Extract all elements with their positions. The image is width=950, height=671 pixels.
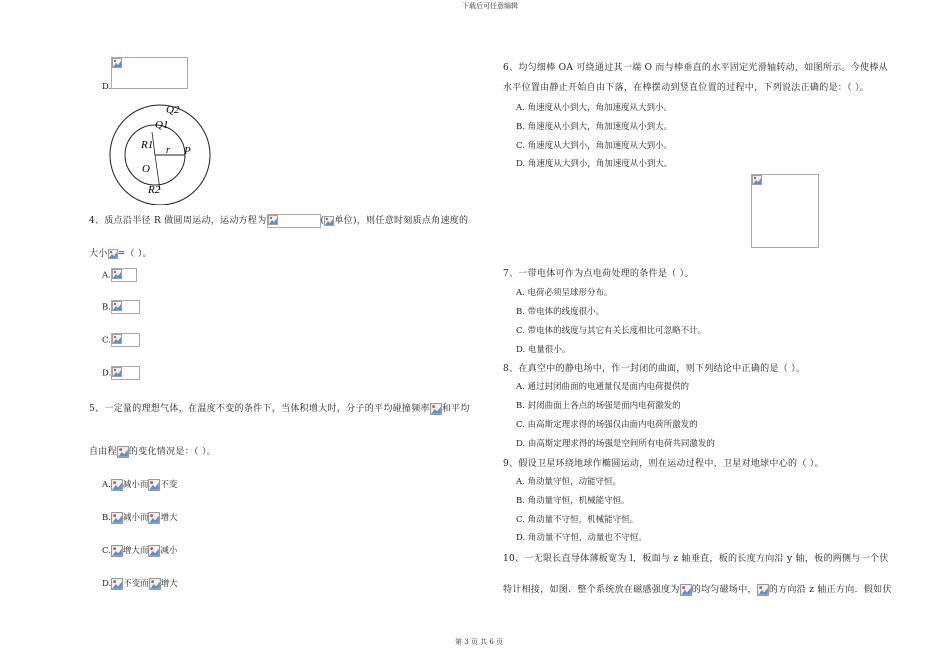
- broken-image-icon: [111, 512, 123, 524]
- q6-option-b[interactable]: B. 角速度从小到大，角加速度从小到大。: [516, 122, 673, 132]
- q5-text3: 自由程: [89, 447, 117, 457]
- q4-text5: =（ ）。: [117, 249, 153, 259]
- broken-image-icon: [268, 215, 278, 225]
- q4-text2: (: [320, 216, 325, 226]
- broken-image-icon: [111, 479, 123, 491]
- broken-image-icon: [117, 446, 129, 458]
- broken-image-icon: [430, 403, 442, 415]
- q7-stem: 7、一带电体可作为点电荷处理的条件是（ ）。: [503, 269, 694, 279]
- label-q2: Q2: [166, 104, 180, 116]
- broken-image-icon: [148, 512, 160, 524]
- q4-stem-line2: [89, 246, 152, 259]
- q9-option-a[interactable]: A. 角动量守恒，动能守恒。: [516, 477, 622, 487]
- q4-text3: 单位)，则任意时刻质点角速度的: [334, 216, 469, 226]
- option-d-image: [111, 57, 188, 89]
- q5-option-c[interactable]: [102, 544, 177, 557]
- q7-option-a[interactable]: A. 电荷必须呈球形分布。: [516, 288, 613, 298]
- option-end: 减小: [160, 546, 178, 556]
- q4-equation-image: [267, 214, 321, 228]
- broken-image-icon: [112, 334, 122, 344]
- q6-option-d[interactable]: D. 角速度从大到小，角加速度从小到大。: [516, 159, 673, 169]
- q8-stem: 8、在真空中的静电场中，作一封闭的曲面，则下列结论中正确的是（ ）。: [503, 364, 806, 374]
- page-footer: 第 3 页 共 6 页: [455, 638, 504, 646]
- q8-option-b[interactable]: B. 封闭曲面上各点的场强是面内电荷激发的: [516, 401, 681, 411]
- q5-option-d[interactable]: [102, 577, 178, 590]
- option-end: 不变: [160, 480, 178, 490]
- option-mid: 不变而: [123, 579, 149, 589]
- broken-image-icon: [112, 367, 122, 377]
- q10-stem-line2: [503, 582, 892, 596]
- broken-image-icon: [112, 269, 122, 279]
- option-mid: 减小而: [122, 480, 149, 490]
- q5-option-b[interactable]: [102, 511, 177, 524]
- label-r2: R2: [148, 184, 161, 196]
- broken-image-icon: [148, 479, 160, 491]
- q5-text2: 和平均: [441, 404, 470, 414]
- q10-stem-line1: 10、一无限长直导体薄板宽为 l，板面与 z 轴垂直，板的长度方向沿 y 轴，板的两侧与一个伏: [503, 554, 889, 564]
- option-image: [111, 300, 140, 314]
- broken-image-icon: [112, 301, 122, 311]
- q6-stem-line2: 水平位置由静止开始自由下落，在棒摆动到竖直位置的过程中，下列说法正确的是：（ ）。: [503, 83, 870, 93]
- q9-option-c[interactable]: C. 角动量不守恒，机械能守恒。: [516, 515, 639, 525]
- q7-option-d[interactable]: D. 电量很小。: [516, 345, 571, 355]
- option-label: B.: [102, 302, 111, 313]
- broken-image-icon: [148, 545, 160, 557]
- option-end: 增大: [160, 579, 178, 589]
- q6-figure-image: [751, 174, 819, 248]
- broken-image-icon: [680, 584, 692, 596]
- page-header-note: 下载后可任意编辑: [462, 2, 518, 10]
- label-q1: Q1: [155, 119, 169, 131]
- q8-option-d[interactable]: D. 由高斯定理求得的场强是空间所有电荷共同激发的: [516, 439, 715, 449]
- label-r: r: [166, 145, 170, 156]
- q5-stem-line1: [89, 401, 470, 415]
- concentric-spheres-figure: [100, 100, 230, 205]
- q6-option-c[interactable]: C. 角速度从大到小，角加速度从大到小。: [516, 141, 673, 151]
- q5-stem-line2: [89, 444, 216, 458]
- option-image: [111, 366, 140, 380]
- label-o: O: [142, 163, 150, 175]
- q9-option-d[interactable]: D. 角动量不守恒，动量也不守恒。: [516, 533, 647, 543]
- q5-text1: 5、一定量的理想气体，在温度不变的条件下，当体积增大时，分子的平均碰撞频率: [89, 404, 430, 414]
- option-mid: 减小而: [122, 513, 149, 523]
- q7-option-b[interactable]: B. 带电体的线度很小。: [516, 307, 605, 317]
- q4-option-a[interactable]: [102, 268, 137, 282]
- q5-text4: 的变化情况是：（ ）。: [128, 447, 217, 457]
- q4-text4: 大小: [89, 249, 108, 259]
- q5-option-a[interactable]: [102, 478, 177, 491]
- option-label: C.: [102, 546, 111, 556]
- q7-option-c[interactable]: C. 带电体的线度与其它有关长度相比可忽略不计。: [516, 326, 707, 336]
- q6-stem-line1: 6、均匀细棒 OA 可绕通过其一端 O 而与棒垂直的水平固定光滑轴转动，如图所示。今使棒从: [503, 63, 888, 73]
- q10-text-a: 特计相接，如图．整个系统放在磁感强度为: [503, 585, 680, 595]
- option-end: 增大: [160, 513, 178, 523]
- q4-stem-line1: [89, 213, 468, 228]
- q6-option-a[interactable]: A. 角速度从小到大，角加速度从大到小。: [516, 103, 673, 113]
- option-image: [111, 268, 137, 282]
- option-image: [111, 333, 140, 347]
- label-r1: R1: [141, 139, 154, 151]
- q9-option-b[interactable]: B. 角动量守恒，机械能守恒。: [516, 496, 630, 506]
- q9-stem: 9、假设卫星环绕地球作椭圆运动，则在运动过程中，卫星对地球中心的（ ）。: [503, 459, 824, 469]
- option-label: D.: [102, 579, 112, 589]
- q4-text1: 4、质点沿半径 R 做圆周运动，运动方程为: [89, 216, 267, 226]
- option-label: C.: [102, 335, 111, 346]
- label-p: P: [184, 145, 191, 157]
- q4-option-d[interactable]: [102, 366, 140, 380]
- broken-image-icon: [149, 578, 161, 590]
- broken-image-icon: [757, 584, 769, 596]
- q10-text-c: 的方向沿 z 轴正方向．假如伏: [768, 585, 892, 595]
- q4-option-c[interactable]: [102, 333, 140, 347]
- broken-image-icon: [111, 545, 123, 557]
- prev-option-d-label: D.: [102, 82, 112, 92]
- broken-image-icon: [324, 216, 334, 226]
- option-label: D.: [102, 368, 112, 379]
- broken-image-icon: [111, 578, 123, 590]
- q4-option-b[interactable]: [102, 300, 140, 314]
- q8-option-a[interactable]: A. 通过封闭曲面的电通量仅是面内电荷提供的: [516, 382, 690, 392]
- broken-image-icon: [752, 175, 762, 185]
- option-label: A.: [102, 480, 111, 490]
- q8-option-c[interactable]: C. 由高斯定理求得的场强仅由面内电荷所激发的: [516, 420, 698, 430]
- option-label: B.: [102, 513, 111, 523]
- broken-image-icon: [112, 58, 122, 68]
- q10-text-b: 的均匀磁场中，: [691, 585, 757, 595]
- option-label: A.: [102, 270, 111, 281]
- option-mid: 增大而: [122, 546, 149, 556]
- broken-image-icon: [108, 249, 118, 259]
